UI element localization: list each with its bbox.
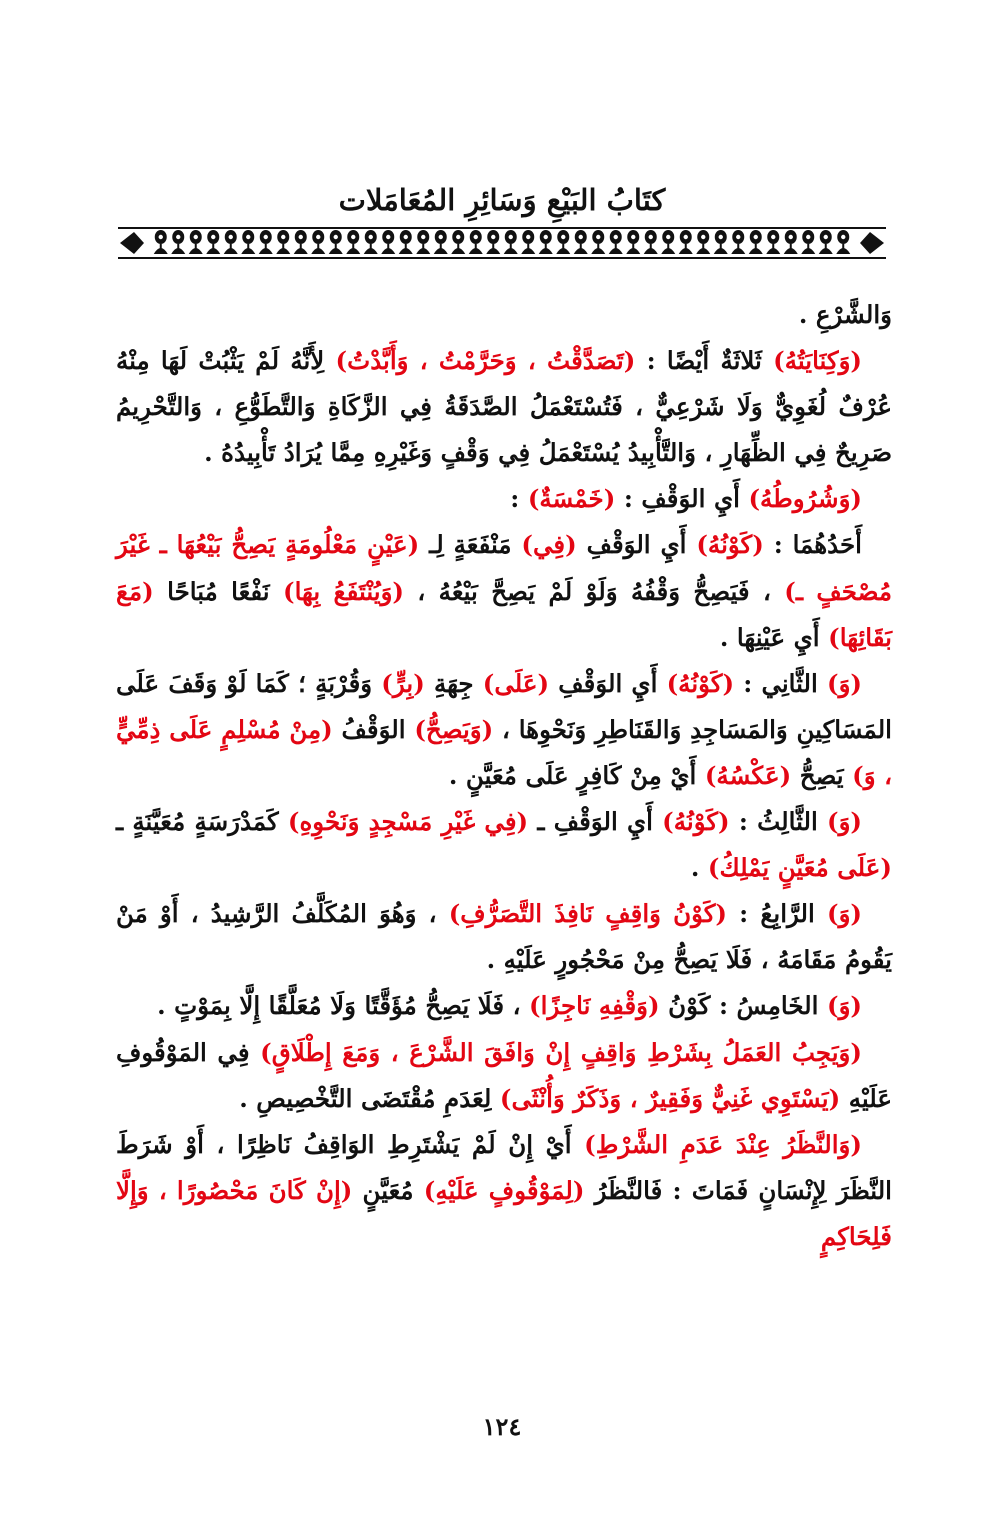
matn-text-red: (كَوْنُ وَاقِفٍ نَافِذَ التَّصَرُّفِ) <box>448 899 728 929</box>
matn-text-red: (خَمْسَةٌ) <box>527 484 616 514</box>
sharh-text: أَيْ مِنْ كَافِرٍ عَلَى مُعَيَّنٍ . <box>448 760 705 790</box>
sharh-text: أَيِ الوَقْفِ : <box>615 484 749 514</box>
matn-text-red: (وَالنَّظَرُ عِنْدَ عَدَمِ الشَّرْطِ) <box>584 1129 862 1159</box>
sharh-text: أَيِ الوَقْفِ <box>549 668 667 698</box>
text-paragraph <box>116 891 892 983</box>
sharh-text: أَيْ إِنْ لَمْ يَشْتَرِطِ الوَاقِفُ نَاظِرًا ، أَوْ شَرَطَ النَّظَرَ لِإِنْسَانٍ فَمَاتَ : فَالنَّظَرُ <box>116 1129 892 1205</box>
matn-text-red: (مَعَ بَقَائِهَا) <box>116 576 892 652</box>
ornament-motif <box>276 230 290 254</box>
ornament-motif <box>574 230 588 254</box>
ornament-motif <box>451 230 465 254</box>
sharh-text: مَنْفَعَةٍ لِـ <box>419 530 522 560</box>
sharh-text: يَصِحُّ <box>791 760 853 790</box>
text-paragraph <box>116 1122 892 1260</box>
matn-text-red: (لِمَوْقُوفٍ عَلَيْهِ) <box>423 1175 585 1205</box>
matn-text-red: (وَ) <box>826 807 862 837</box>
sharh-text: أَيِ الوَقْفِ <box>576 530 697 560</box>
matn-text-red: (وَقْفِهِ نَاجِزًا) <box>529 991 660 1021</box>
ornament-motif <box>784 230 798 254</box>
ornament-motif <box>259 230 273 254</box>
text-paragraph <box>116 522 892 660</box>
ornament-motif <box>311 230 325 254</box>
matn-text-red: (وَكِنَايَتُهُ) <box>773 346 863 376</box>
matn-text-red: (وَ) <box>826 668 862 698</box>
matn-text-red: (عَلَى) <box>482 668 550 698</box>
sharh-text: مُعَيَّنٍ <box>352 1175 424 1205</box>
ornament-motif <box>189 230 203 254</box>
ornament-motif <box>294 230 308 254</box>
matn-text-red: (بِرٍّ) <box>381 668 425 698</box>
matn-text-red: (كَوْنُهُ) <box>666 668 735 698</box>
ornament-motif <box>714 230 728 254</box>
text-paragraph <box>116 476 892 522</box>
text-paragraph <box>116 799 892 891</box>
matn-text-red: (كَوْنُهُ) <box>662 807 730 837</box>
ornament-motif <box>801 230 815 254</box>
sharh-text: فِي المَوْقُوفِ عَلَيْهِ <box>116 1037 892 1113</box>
ornament-motif <box>206 230 220 254</box>
ornament-motif <box>749 230 763 254</box>
matn-text-red: (كَوْنُهُ) <box>696 530 764 560</box>
decorative-border-ornament <box>118 226 886 260</box>
ornament-motif <box>154 230 168 254</box>
ornament-motif <box>346 230 360 254</box>
matn-text-red: (وَ) <box>826 899 862 929</box>
sharh-text: أَيِ الوَقْفِ ـ <box>528 807 663 837</box>
ornament-motif <box>609 230 623 254</box>
text-paragraph <box>116 983 892 1029</box>
text-paragraph <box>116 292 892 338</box>
chapter-title: كتَابُ البَيْعِ وَسَائِرِ المُعَامَلات <box>338 183 666 217</box>
text-paragraph <box>116 1030 892 1122</box>
sharh-text: ثَلاثَةٌ أَيْضًا : <box>635 346 774 376</box>
ornament-motif <box>819 230 833 254</box>
sharh-text: الثَّانِي : <box>734 668 827 698</box>
ornament-motif <box>241 230 255 254</box>
sharh-text: ، وَهُوَ المُكَلَّفُ الرَّشِيدُ ، أَوْ مَنْ يَقُومُ مَقَامَهُ ، فَلَا يَصِحُّ مِنْ مَحْجُورٍ عَلَيْهِ . <box>116 899 892 975</box>
ornament-motif <box>224 230 238 254</box>
sharh-text: نَفْعًا مُبَاحًا <box>153 576 283 606</box>
ornament-motif <box>556 230 570 254</box>
text-paragraph <box>116 338 892 476</box>
sharh-text: الثَّالِثُ : <box>729 807 827 837</box>
ornament-motif <box>661 230 675 254</box>
matn-text-red: (وَيَصِحُّ) <box>414 714 494 744</box>
ornament-motif <box>381 230 395 254</box>
matn-text-red: (تَصَدَّقْتُ ، وَحَرَّمْتُ ، وَأَبَّدْتُ) <box>335 346 636 376</box>
sharh-text: الوَقْفُ <box>332 714 415 744</box>
ornament-motif <box>364 230 378 254</box>
ornament-motif <box>521 230 535 254</box>
sharh-text: أَيِ عَيْنِهَا . <box>719 622 829 652</box>
ornament-motif <box>434 230 448 254</box>
ornament-motif <box>626 230 640 254</box>
ornament-motif <box>766 230 780 254</box>
matn-text-red: (مِنْ مُسْلِمٍ عَلَى ذِمِّيٍّ ، وَ) <box>116 714 892 790</box>
ornament-motif <box>679 230 693 254</box>
matn-text-red: (عَيْنٍ مَعْلُومَةٍ يَصِحُّ بَيْعُهَا ـ غَيْرَ مُصْحَفٍ ـ) <box>116 530 892 606</box>
sharh-text: أَحَدُهُمَا : <box>763 530 862 560</box>
sharh-text: ، فَلَا يَصِحُّ مُؤَقَّتًا وَلَا مُعَلَّقًا إِلَّا بِمَوْتٍ . <box>157 991 530 1021</box>
ornament-motif <box>416 230 430 254</box>
ornament-motif <box>696 230 710 254</box>
matn-text-red: (وَشُرُوطُهُ) <box>748 484 862 514</box>
matn-text-red: (فِي غَيْرِ مَسْجِدٍ وَنَحْوِهِ) <box>287 807 529 837</box>
ornament-motif <box>731 230 745 254</box>
ornament-motif <box>644 230 658 254</box>
sharh-text: : <box>510 484 528 514</box>
ornament-motif <box>399 230 413 254</box>
matn-text-red: (فِي) <box>521 530 577 560</box>
sharh-text: وَالشَّرْعِ . <box>798 300 892 329</box>
sharh-text: كَمَدْرَسَةٍ مُعَيَّنَةٍ ـ <box>116 807 288 837</box>
ornament-motif <box>504 230 518 254</box>
sharh-text: لِعَدَمِ مُقْتَضَى التَّخْصِيصِ . <box>239 1083 500 1113</box>
matn-text-red: (وَيُنْتَفَعُ بِهَا) <box>283 576 405 606</box>
matn-text-red: (يَسْتَوِي غَنِيٌّ وَفَقِيرٌ ، وَذَكَرٌ وَأُنْثَى) <box>499 1083 841 1113</box>
ornament-motif <box>469 230 483 254</box>
sharh-text: وَقُرْبَةٍ ؛ كَمَا لَوْ وَقَفَ عَلَى المَسَاكِينِ وَالمَسَاجِدِ وَالقَنَاطِرِ وَنَحْوِهَا ، <box>116 668 892 744</box>
sharh-text: الرَّابِعُ : <box>727 899 827 929</box>
ornament-motif <box>329 230 343 254</box>
ornament-motif <box>539 230 553 254</box>
text-paragraph <box>116 661 892 799</box>
main-text <box>116 292 892 1260</box>
sharh-text: لِأَنَّهُ لَمْ يَثْبُتْ لَهَا مِنْهُ عُرْفٌ لُغَوِيٌّ وَلَا شَرْعِيٌّ ، فَتُسْتَعْمَلُ الصَّدَقَةُ فِي الزَّكَاةِ وَالتَّطَوُّعِ ، وَالتَّحْرِيمُ صَرِيحٌ فِي الظِّهَارِ ، وَالتَّأْبِيدُ يُسْتَعْمَلُ فِي وَقْفٍ وَغَيْرِهِ مِمَّا يُرَادُ تَأْبِيدُهُ . <box>116 346 892 468</box>
matn-text-red: (عَلَى مُعَيَّنٍ يَمْلِكُ) <box>707 853 892 883</box>
matn-text-red: (عَكْسُهُ) <box>704 760 792 790</box>
sharh-text: جِهَةِ <box>424 668 483 698</box>
page-number: ١٢٤ <box>482 1412 522 1441</box>
sharh-text: . <box>690 853 708 883</box>
ornament-motif <box>591 230 605 254</box>
matn-text-red: (وَ) <box>826 991 862 1021</box>
ornament-motif <box>171 230 185 254</box>
ornament-motif <box>836 230 850 254</box>
matn-text-red: (إِنْ كَانَ مَحْصُورًا ، وَإِلَّا فَلِحَاكِمٍ <box>116 1175 892 1251</box>
matn-text-red: (وَيَجِبُ العَمَلُ بِشَرْطِ وَاقِفٍ إِنْ وَافَقَ الشَّرْعَ ، وَمَعَ إِطْلَاقٍ) <box>260 1037 862 1067</box>
sharh-text: ، فَيَصِحُّ وَقْفُهُ وَلَوْ لَمْ يَصِحَّ بَيْعُهُ ، <box>404 576 785 606</box>
sharh-text: الخَامِسُ : كَوْنُ <box>659 991 827 1021</box>
ornament-motif <box>486 230 500 254</box>
